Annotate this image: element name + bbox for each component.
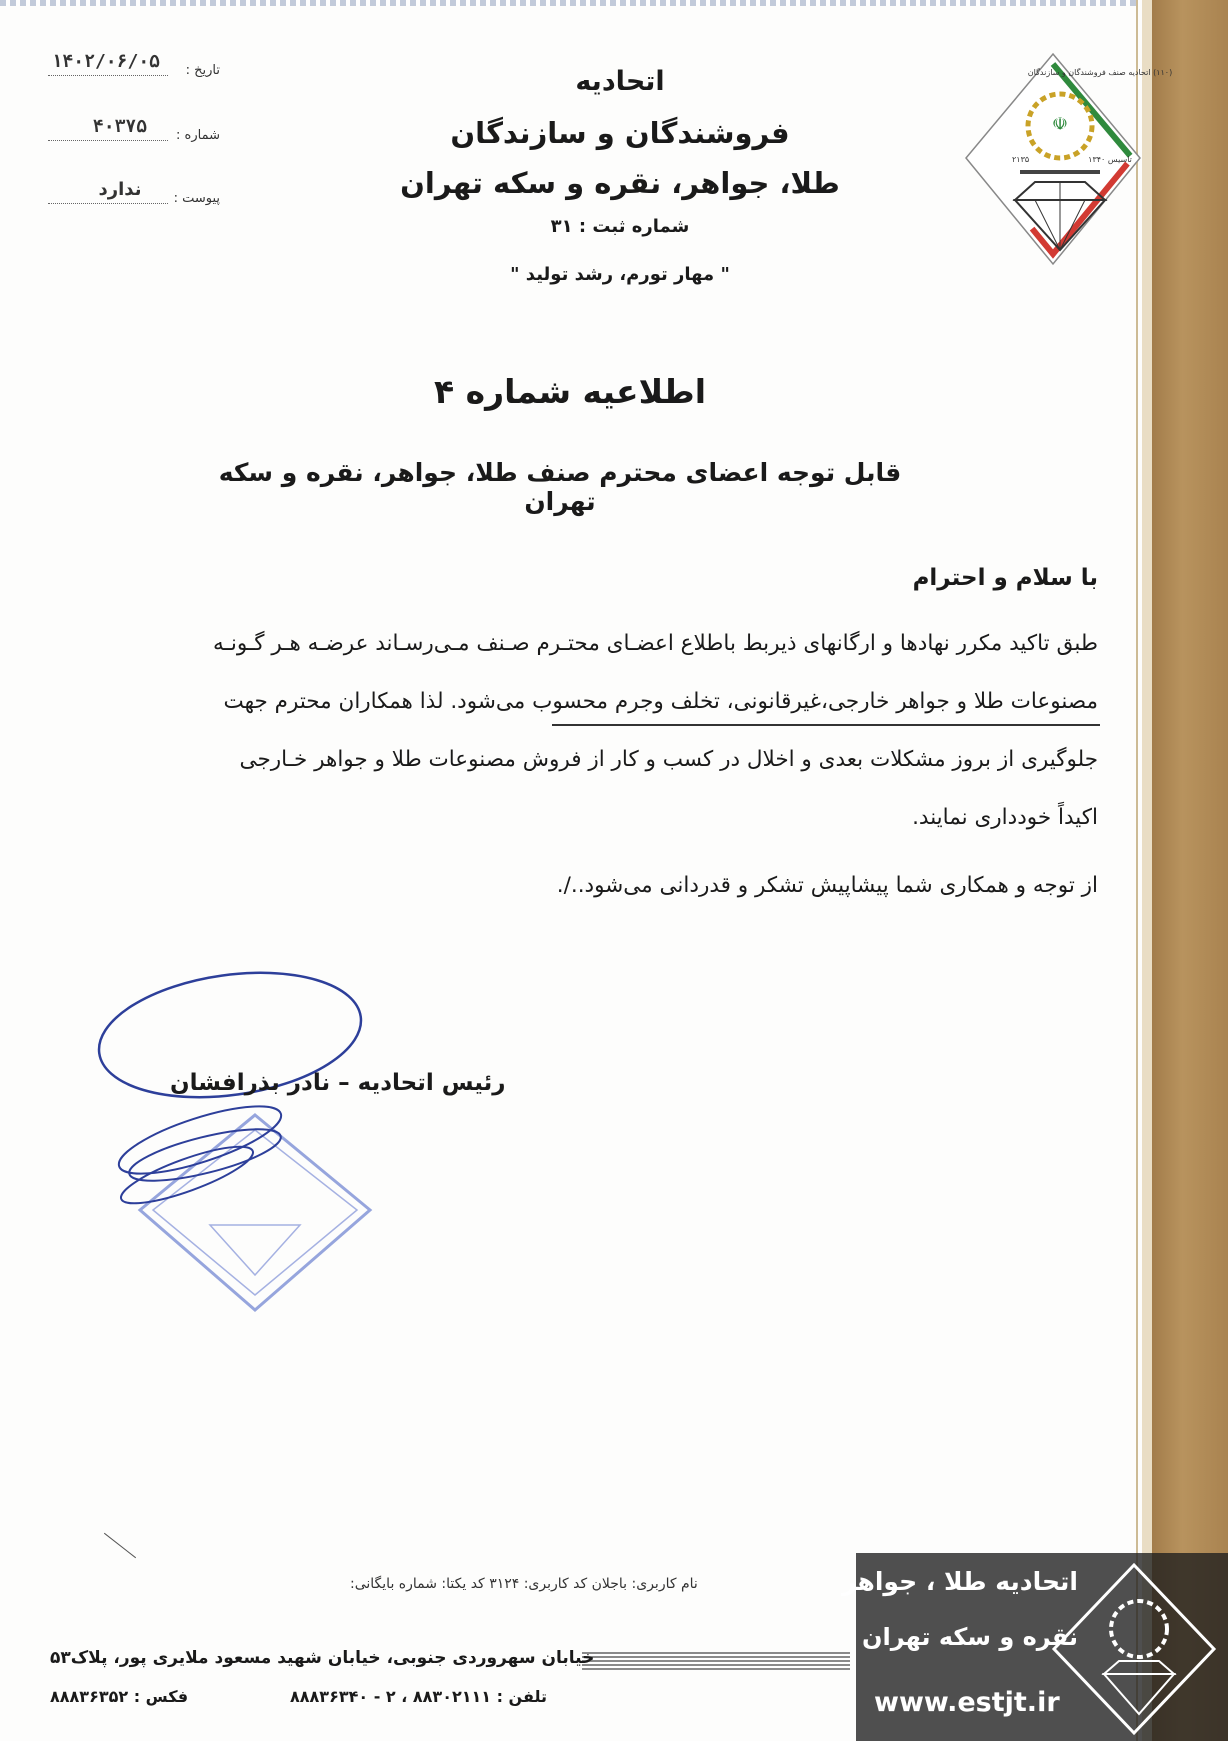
number-value: ۴۰۳۷۵ xyxy=(92,116,148,137)
closing-line: از توجه و همکاری شما پیشاپیش تشکر و قدردانی می‌شود../. xyxy=(556,873,1098,898)
top-edge-strip xyxy=(0,0,1140,6)
attention-line: قابل توجه اعضای محترم صنف طلا، جواهر، نقره و سکه تهران xyxy=(218,458,902,516)
attachment-label: پیوست : xyxy=(173,191,220,206)
wm-gem-icon xyxy=(1104,1674,1174,1714)
body-line: جلوگیری از بروز مشکلات بعدی و اخلال در کسب و کار از فروش مصنوعات طلا و جواهر خـارجی xyxy=(239,747,1098,772)
header-line3: طلا، جواهر، نقره و سکه تهران xyxy=(400,166,840,200)
body-line: مصنوعات طلا و جواهر خارجی،غیرقانونی، تخلف وجرم محسوب می‌شود. لذا همکاران محترم جهت xyxy=(223,689,1098,714)
stamp-gem-icon xyxy=(210,1225,300,1275)
attachment-value: ندارد xyxy=(98,179,142,200)
number-field xyxy=(40,117,220,147)
watermark-logo xyxy=(1044,1559,1224,1739)
signature-stamp-ink xyxy=(95,965,495,1385)
footer-user-info: نام کاربری: باجلان کد کاربری: ۳۱۲۴ کد یکتا: شماره بایگانی: xyxy=(350,1576,698,1592)
union-logo xyxy=(960,50,1173,270)
footer-hatch-bar xyxy=(582,1652,850,1670)
number-label: شماره : xyxy=(176,128,220,143)
footer-address: خیابان سهروردی جنوبی، خیابان شهید مسعود ملایری پور، پلاک۵۳ xyxy=(50,1648,595,1668)
number-dots xyxy=(48,140,168,141)
date-value: ۱۴۰۲/۰۶/۰۵ xyxy=(51,51,160,72)
margin-band xyxy=(1152,0,1228,1741)
announcement-title: اطلاعیه شماره ۴ xyxy=(433,372,707,411)
date-field xyxy=(40,52,220,82)
footer-phone: تلفن : ۸۸۳۰۲۱۱۱ ، ۲ - ۸۸۸۳۶۳۴۰ xyxy=(290,1687,548,1706)
logo-bar xyxy=(1020,170,1100,174)
body-paragraph xyxy=(118,615,1098,847)
header-line2: فروشندگان و سازندگان xyxy=(450,116,790,150)
signatory-title: رئیس اتحادیه – نادر بذرافشان xyxy=(170,1070,506,1096)
registration-number: شماره ثبت : ۳۱ xyxy=(550,216,690,237)
watermark-url: www.estjt.ir xyxy=(874,1687,1060,1718)
date-label: تاریخ : xyxy=(185,63,220,78)
scan-mark xyxy=(104,1533,136,1558)
logo-left-text: ۲۱۳۵ xyxy=(1012,155,1030,164)
logo-top-text: (۱۱۰) اتحادیه صنف فروشندگان و سازندگان xyxy=(1027,68,1173,77)
header-line1: اتحادیه xyxy=(575,66,665,97)
watermark-line1: اتحادیه طلا ، جواهر xyxy=(841,1567,1078,1596)
handwritten-underline xyxy=(552,724,1100,726)
date-dots xyxy=(48,75,168,76)
body-line: اکیداً خودداری نمایند. xyxy=(912,805,1098,830)
greeting: با سلام و احترام xyxy=(912,565,1098,591)
footer-fax: فکس : ۸۸۸۳۶۳۵۲ xyxy=(50,1687,189,1706)
body-line: طبق تاکید مکرر نهادها و ارگانهای ذیربط باطلاع اعضـای محتـرم صـنف مـی‌رسـاند عرضـه هـر گـونـه xyxy=(213,631,1098,656)
logo-right-text: تاسیس ۱۳۴۰ xyxy=(1088,155,1132,164)
attachment-dots xyxy=(48,203,168,204)
watermark-line2: نقره و سکه تهران xyxy=(862,1623,1078,1651)
emblem-icon: ☫ xyxy=(1051,114,1069,135)
watermark-overlay xyxy=(841,1553,1228,1741)
attachment-field xyxy=(40,180,220,210)
wm-chain-icon xyxy=(1111,1601,1167,1657)
slogan: " مهار تورم، رشد تولید " xyxy=(510,264,730,285)
